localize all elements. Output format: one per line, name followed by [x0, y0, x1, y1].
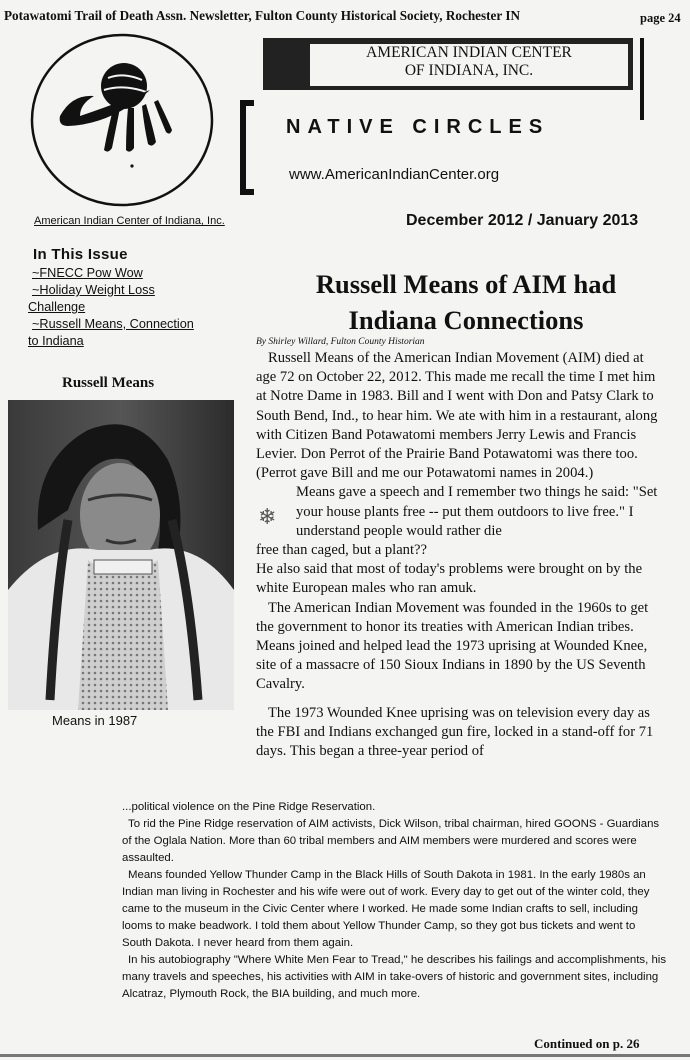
banner-text-box [310, 44, 628, 86]
article-paragraph-2: Means gave a speech and I remember two things he said: "Set your house plants free -- put them outdoors to live free." I understand people would rather die [296, 484, 658, 539]
article-body [256, 349, 664, 761]
toc-item-weight-loss[interactable]: ~Holiday Weight Loss [32, 283, 155, 297]
continuation-paragraph-1: To rid the Pine Ridge reservation of AIM activists, Dick Wilson, tribal chairman, hired GOONS - Guardians of the Oglala Nation. More than 60 tribal members and AIM members were murdered and scores were assaulted. [122, 818, 660, 864]
toc-item-russell-means-cont[interactable]: to Indiana [28, 334, 84, 348]
title-bracket [240, 100, 254, 195]
toc-item-pow-wow[interactable]: ~FNECC Pow Wow [32, 266, 143, 280]
article-paragraph-3: He also said that most of today's problems were brought on by the white European males who ran amuk. [256, 561, 643, 597]
continuation-paragraph-2: Means founded Yellow Thunder Camp in the Black Hills of South Dakota in 1981. In the early 1980s an Indian man living in Rochester and his wife were out of work. Every day to get out of the winter cold, they came to the museum in the Civic Center where I worked. He made some Indian crafts to sell, including looms to make beadwork. I told them about Yellow Thunder Camp, so they got bus tickets and went to South Dakota. I never heard from them again. [122, 869, 650, 949]
toc-item-russell-means[interactable]: ~Russell Means, Connection [32, 317, 194, 331]
photo-caption: Means in 1987 [52, 713, 138, 728]
continuation-line-1: ...political violence on the Pine Ridge Reservation. [122, 801, 376, 813]
headline-line-2: Indiana Connections [348, 305, 584, 335]
continuation-paragraph-3: In his autobiography "Where White Men Fear to Tread," he describes his failings and accomplishments, his many travels and speeches, his activities with AIM in take-overs of historic and government sites, including Alcatraz, Plymouth Rock, the BIA building, and much more. [122, 954, 667, 1000]
article-byline: By Shirley Willard, Fulton County Historian [256, 337, 425, 347]
bottom-rule [0, 1054, 690, 1057]
continued-note[interactable]: Continued on p. 26 [534, 1036, 640, 1051]
article-paragraph-4: The American Indian Movement was founded in the 1960s to get the government to honor its treaties with American Indian tribes. Means joined and helped lead the 1973 uprising at Wounded Knee, site of a massacre of 150 Sioux Indians in 1890 by the US Seventh Cavalry. [256, 599, 649, 693]
page-number: page 24 [640, 11, 681, 25]
logo-caption: American Indian Center of Indiana, Inc. [34, 215, 225, 227]
issue-date: December 2012 / January 2013 [406, 212, 639, 229]
article-headline [262, 266, 670, 338]
snowflake-icon: ❄ [258, 504, 277, 529]
publication-title: NATIVE CIRCLES [286, 116, 550, 138]
article-continuation [122, 799, 667, 1003]
issue-contents-list [28, 265, 228, 350]
newsletter-header: Potawatomi Trail of Death Assn. Newsletter, Fulton County Historical Society, Rochester IN [4, 8, 520, 23]
article-paragraph-2-cont: free than caged, but a plant?? [256, 542, 427, 559]
toc-item-weight-loss-cont[interactable]: Challenge [28, 300, 86, 314]
in-this-issue-heading: In This Issue [33, 246, 128, 263]
banner-line-2: OF INDIANA, INC. [404, 62, 534, 79]
website-url[interactable]: www.AmericanIndianCenter.org [289, 166, 500, 183]
article-paragraph-5: The 1973 Wounded Knee uprising was on television every day as the FBI and Indians exchanged gun fire, locked in a stand-off for 71 days. This began a three-year period of [256, 704, 654, 760]
headline-line-1: Russell Means of AIM had [315, 269, 617, 299]
article-paragraph-1: Russell Means of the American Indian Movement (AIM) died at age 72 on October 22, 2012. This made me recall the time I met him at Notre Dame in 1983. Bill and I went with Don and Patsy Clark to South Bend, Ind., to hear him. We ate with him in a restaurant, along with Citizen Band Potawatomi members Jerry Lewis and Francis Levier. Don Perrot of the Prairie Band Potawatomi was there too. (Perrot gave Bill and me our Potawatomi names in 2004.) [256, 350, 658, 482]
banner-line-1: AMERICAN INDIAN CENTER [366, 44, 572, 61]
banner-bar [640, 38, 644, 120]
photo-title: Russell Means [62, 375, 155, 391]
aic-logo [28, 32, 216, 208]
russell-means-photo [8, 400, 234, 710]
